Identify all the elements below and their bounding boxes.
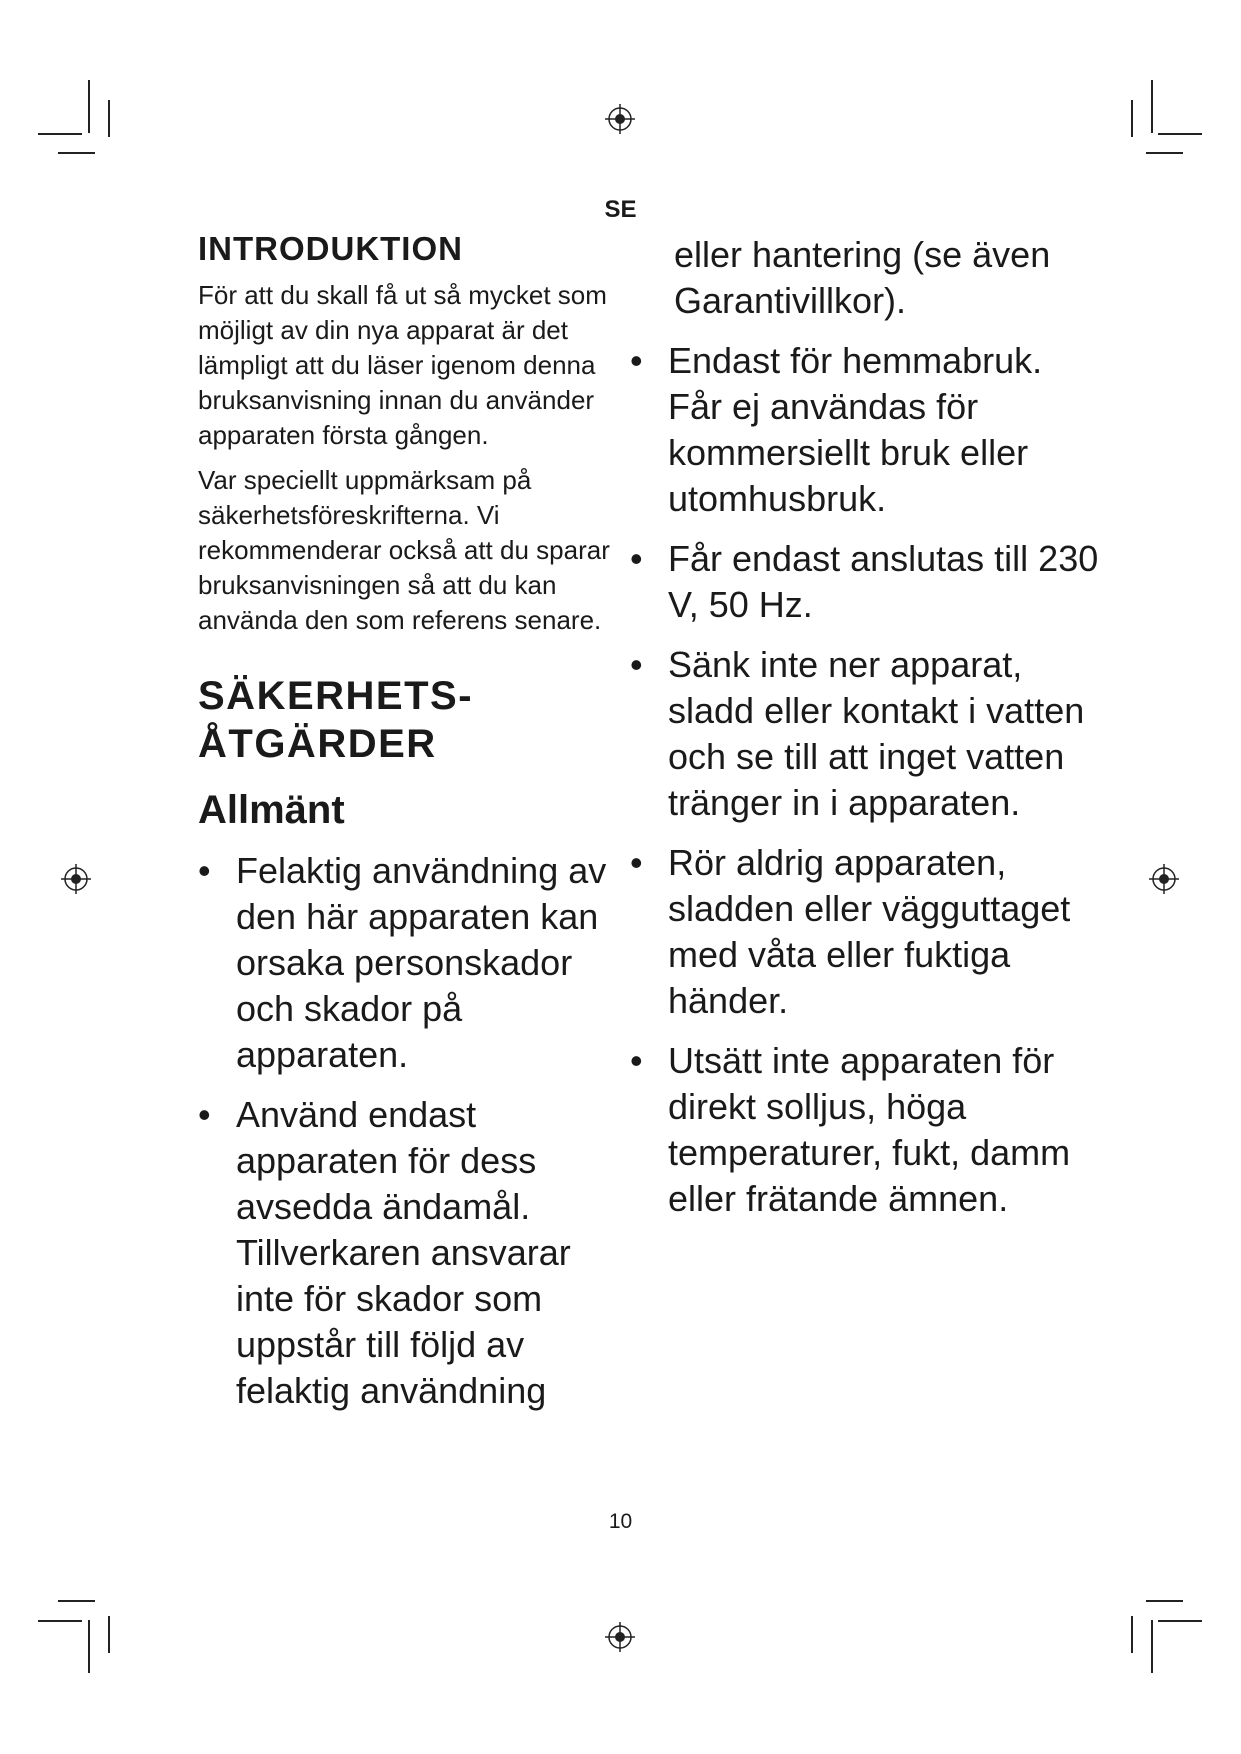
list-item <box>630 642 1100 826</box>
safety-list <box>630 338 1100 1222</box>
safety-heading-line: ÅTGÄRDER <box>198 722 437 766</box>
list-item-text: Får endast anslutas till 230 V, 50 Hz. <box>668 538 1099 625</box>
bullet-icon: • <box>630 340 643 381</box>
registration-mark-icon <box>605 104 635 134</box>
safety-list <box>198 848 618 1414</box>
page-number: 10 <box>608 1510 633 1533</box>
bullet-icon: • <box>198 850 211 891</box>
bullet-icon: • <box>198 1094 211 1135</box>
general-heading: Allmänt <box>198 788 345 832</box>
list-item-text: Sänk inte ner apparat, sladd eller kontakt i vatten och se till att inget vatten tränger in i apparaten. <box>668 644 1085 823</box>
bullet-icon: • <box>630 538 643 579</box>
registration-mark-icon <box>605 1622 635 1652</box>
list-item <box>630 840 1100 1024</box>
right-column <box>630 232 1100 1236</box>
intro-heading: INTRODUKTION <box>198 230 463 267</box>
bullet-icon: • <box>630 1040 643 1081</box>
safety-heading <box>198 672 618 768</box>
list-item-text: Rör aldrig apparaten, sladden eller vägguttaget med våta eller fuktiga händer. <box>668 842 1071 1021</box>
list-item-continuation: eller hantering (se även Garantivillkor). <box>674 234 1051 321</box>
left-column <box>198 230 618 1428</box>
list-item-text: Använd endast apparaten för dess avsedda ändamål. Tillverkaren ansvarar inte för skador som uppstår till följd av felaktig användning <box>236 1094 571 1411</box>
registration-mark-icon <box>61 864 91 894</box>
list-item <box>198 1092 618 1414</box>
list-item <box>630 1038 1100 1222</box>
list-item <box>630 338 1100 522</box>
list-item <box>198 848 618 1078</box>
bullet-icon: • <box>630 644 643 685</box>
bullet-icon: • <box>630 842 643 883</box>
registration-mark-icon <box>1149 864 1179 894</box>
intro-paragraph: Var speciellt uppmärksam på säkerhetsföreskrifterna. Vi rekommenderar också att du sparar bruksanvisningen så att du kan använda den som referens senare. <box>198 465 610 635</box>
list-item-text: Utsätt inte apparaten för direkt solljus, höga temperaturer, fukt, damm eller frätande ämnen. <box>668 1040 1071 1219</box>
safety-heading-line: SÄKERHETS- <box>198 674 474 718</box>
list-item-text: Endast för hemmabruk. Får ej användas för kommersiellt bruk eller utomhusbruk. <box>668 340 1043 519</box>
list-item-text: Felaktig användning av den här apparaten kan orsaka personskador och skador på apparaten. <box>236 850 607 1075</box>
language-code: SE <box>604 196 637 223</box>
list-item <box>630 536 1100 628</box>
intro-paragraph: För att du skall få ut så mycket som möjligt av din nya apparat är det lämpligt att du läser igenom denna bruksanvisning innan du använder apparaten första gången. <box>198 280 607 450</box>
